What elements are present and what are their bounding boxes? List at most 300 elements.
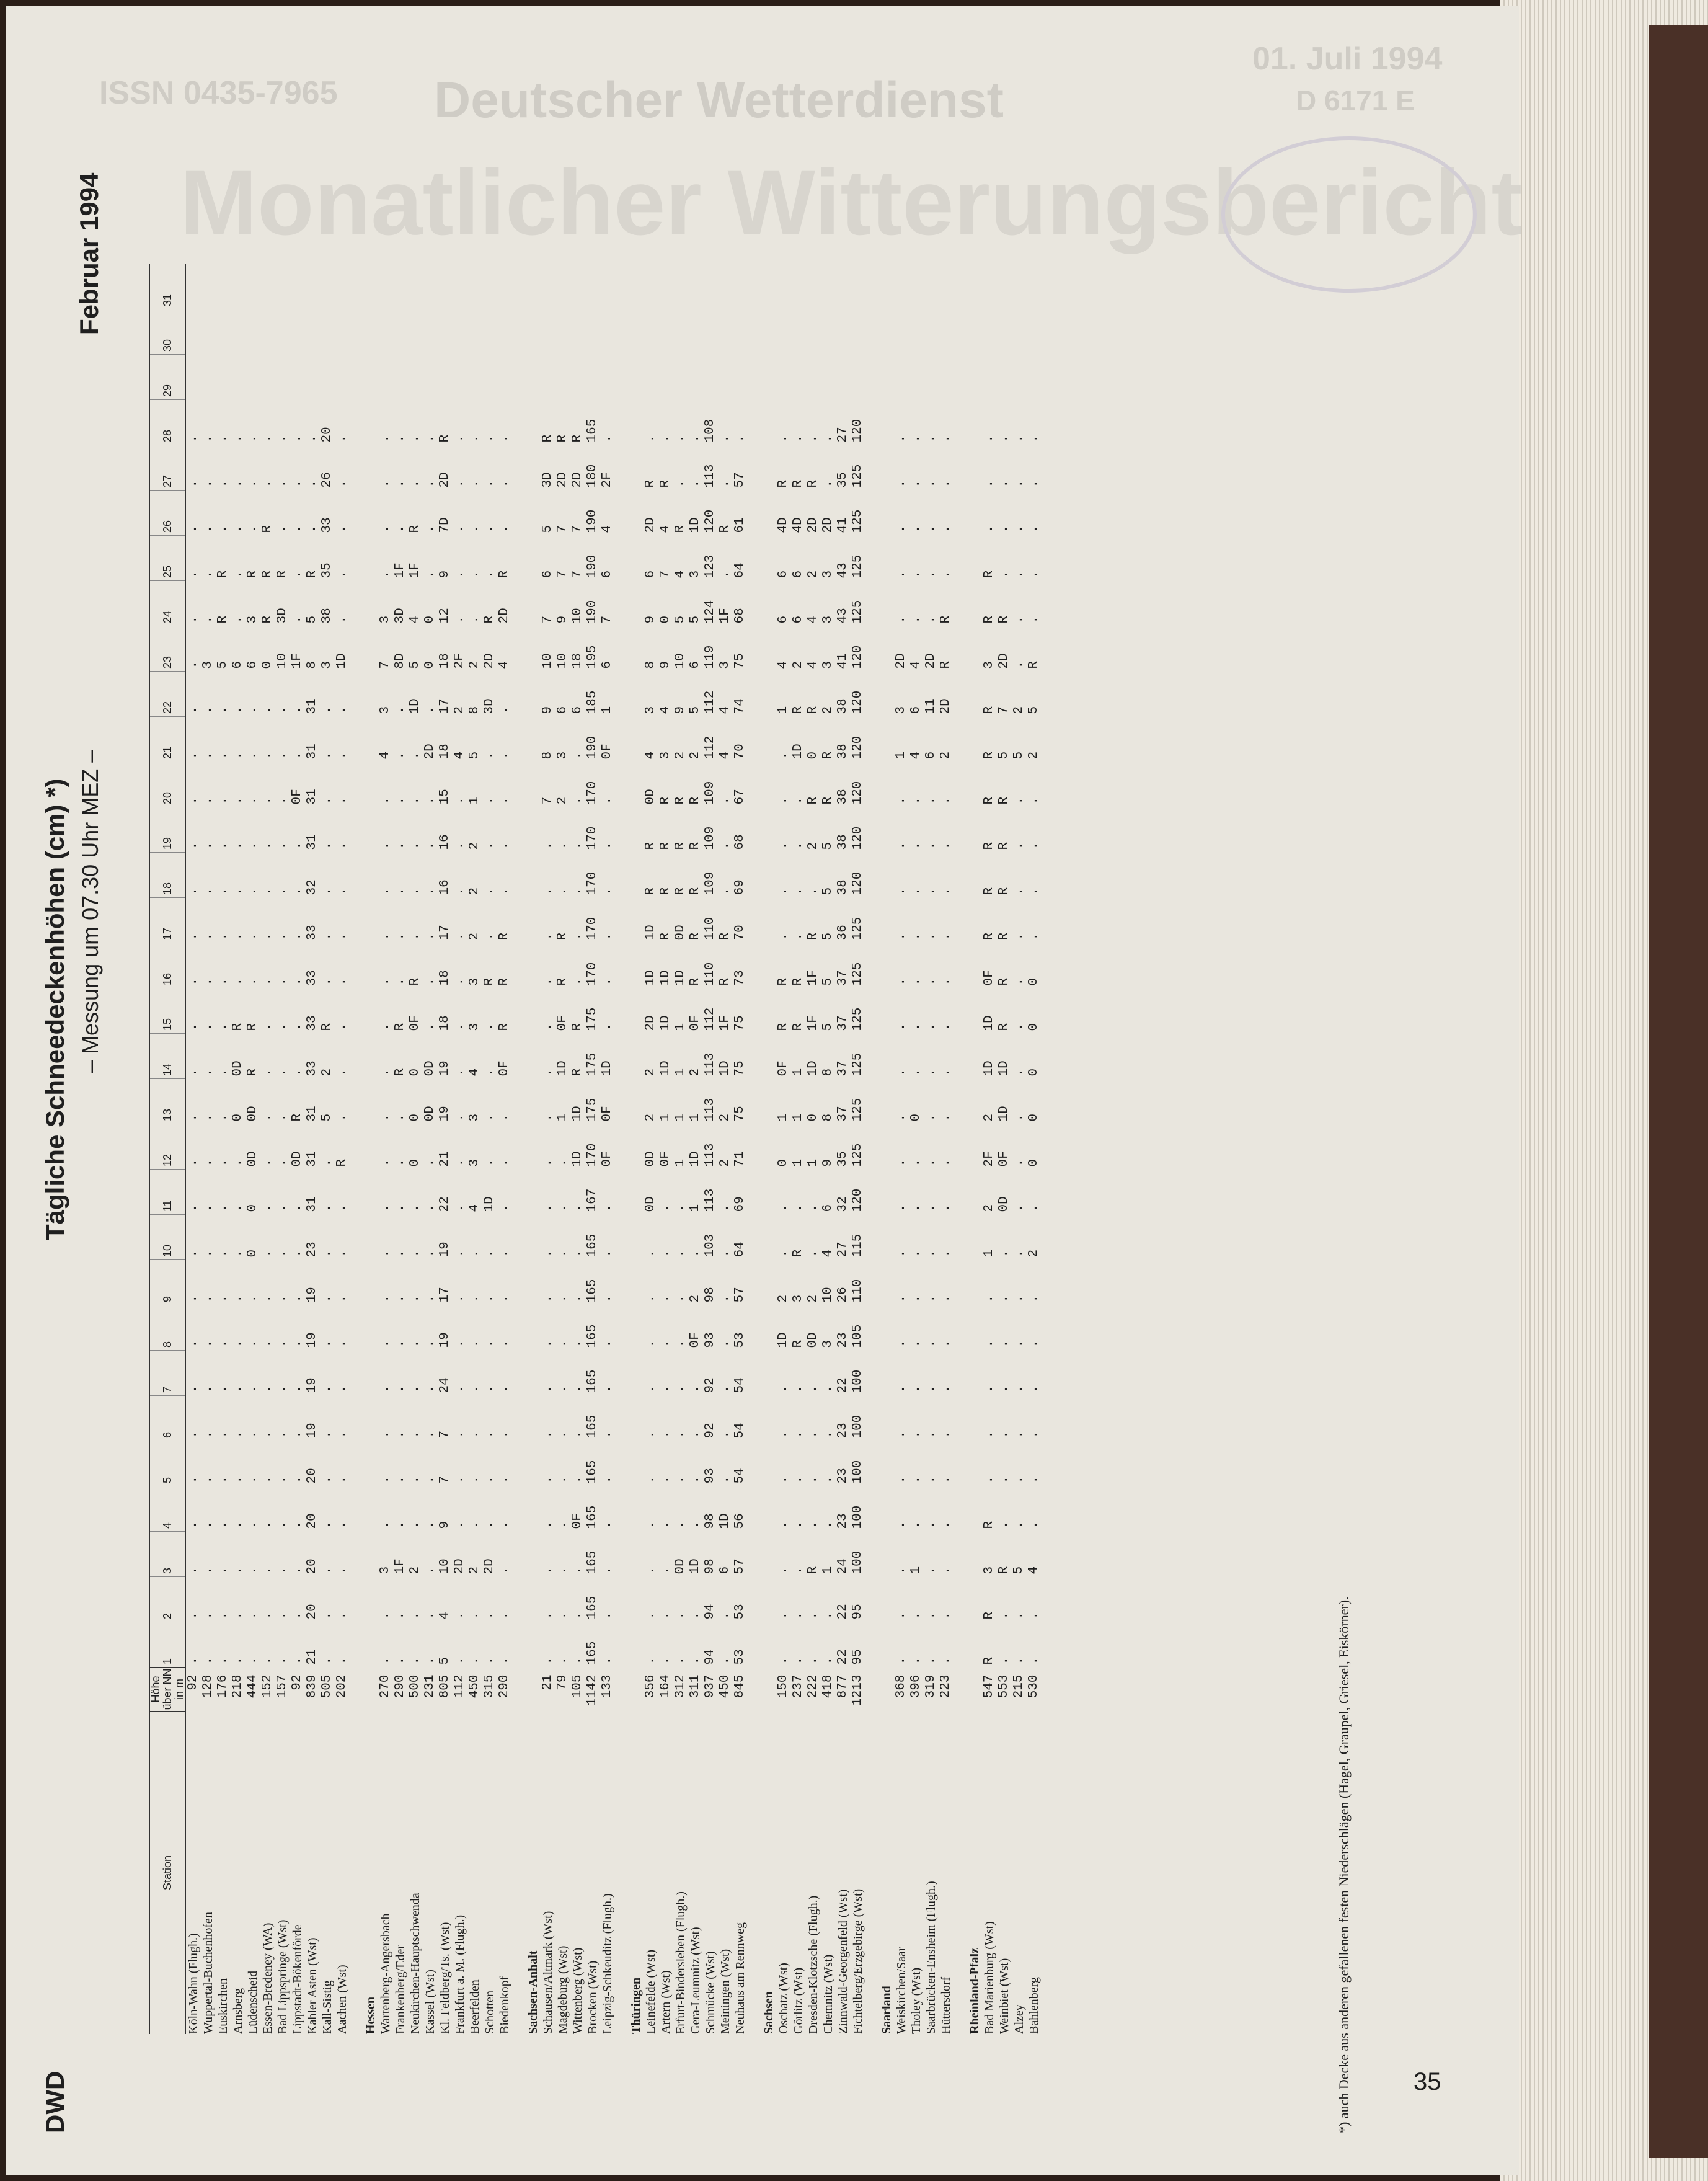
snow-depth-cell: 2 (467, 842, 482, 850)
snow-depth-cell: . (939, 887, 953, 895)
snow-depth-cell: 2 (320, 1068, 334, 1077)
table-row (320, 264, 335, 2035)
snow-depth-cell: R (982, 570, 996, 579)
snow-depth-cell: 1D (776, 1332, 790, 1348)
snow-depth-cell (939, 355, 954, 400)
snow-depth-cell: . (644, 434, 658, 443)
snow-depth-cell: . (393, 887, 407, 895)
snow-depth-cell: 22 (836, 1377, 850, 1393)
snow-depth-cell: . (201, 1385, 215, 1393)
snow-depth-cell: R (718, 932, 732, 941)
snow-depth-cell: . (718, 434, 732, 443)
snow-depth-cell (673, 264, 688, 309)
table-row (335, 264, 350, 2035)
snow-depth-cell: . (305, 434, 319, 443)
snow-depth-cell: . (924, 1158, 938, 1167)
snow-depth-cell: 3 (467, 1023, 482, 1031)
snow-depth-cell: . (393, 1521, 407, 1529)
snow-depth-cell: . (497, 706, 511, 714)
snow-depth-cell: . (216, 1611, 230, 1620)
snow-depth-cell: 165 (585, 1324, 600, 1348)
snow-depth-cell: . (246, 887, 260, 895)
snow-depth-cell: 1F (718, 608, 732, 624)
snow-depth-cell: . (408, 434, 422, 443)
snow-depth-cell: . (673, 434, 688, 443)
snow-depth-cell: . (467, 479, 482, 488)
snow-depth-cell (776, 264, 791, 309)
snow-depth-cell: 7 (438, 1430, 452, 1439)
snow-depth-cell: 2D (570, 472, 585, 488)
snow-depth-cell: 70 (733, 744, 747, 760)
snow-depth-cell: . (408, 1475, 422, 1484)
snow-depth-cell (570, 309, 585, 355)
snow-depth-cell: 1 (776, 1113, 790, 1122)
station-elevation: 231 (423, 1674, 437, 1699)
snow-depth-cell (909, 309, 924, 355)
snow-depth-cell: . (791, 1430, 805, 1439)
snow-depth-cell: . (939, 1113, 953, 1122)
snow-depth-cell: . (467, 1430, 482, 1439)
snow-depth-cell (644, 309, 658, 355)
snow-depth-cell: . (718, 1204, 732, 1212)
snow-depth-cell: . (260, 932, 275, 941)
snow-depth-cell: . (1027, 796, 1041, 805)
snow-depth-cell: 20 (320, 427, 334, 443)
snow-depth-cell: . (216, 887, 230, 895)
snow-depth-cell (894, 264, 909, 309)
snow-depth-cell: . (658, 1475, 673, 1484)
snow-depth-cell: . (673, 1294, 688, 1303)
snow-depth-cell: . (231, 887, 245, 895)
snow-depth-cell: 2D (806, 517, 820, 533)
snow-depth-cell: R (688, 887, 702, 895)
snow-depth-cell: . (320, 1294, 334, 1303)
snow-depth-cell: 1D (997, 1060, 1011, 1077)
snow-depth-cell (378, 355, 393, 400)
snow-depth-cell: 3 (555, 751, 570, 760)
station-elevation: 270 (378, 1674, 392, 1699)
snow-depth-cell: . (644, 1339, 658, 1348)
station-name: Saarbrücken-Ensheim (Flugh.) (924, 1881, 938, 2034)
snow-depth-cell: . (216, 1430, 230, 1439)
snow-depth-cell: . (201, 479, 215, 488)
snow-depth-cell: . (1012, 615, 1026, 624)
snow-depth-cell: . (555, 887, 570, 895)
snow-depth-cell: . (482, 1249, 497, 1258)
snow-depth-cell: . (275, 1339, 290, 1348)
snow-depth-cell: . (570, 1566, 585, 1575)
snow-depth-cell: 1D (997, 1106, 1011, 1122)
day-column-header: 13 (149, 1079, 186, 1124)
snow-depth-cell: 120 (851, 781, 865, 805)
snow-depth-cell: 4 (776, 660, 790, 669)
snow-depth-cell: 0 (658, 615, 673, 624)
snow-depth-cell: . (776, 1249, 790, 1258)
snow-depth-cell: 2 (718, 1158, 732, 1167)
snow-depth-cell: 1D (644, 970, 658, 986)
snow-depth-cell: 175 (585, 1098, 600, 1122)
snow-depth-cell: . (1027, 1521, 1041, 1529)
snow-depth-cell: 5 (320, 1113, 334, 1122)
snow-depth-cell: R (688, 842, 702, 850)
snow-depth-cell: . (231, 1611, 245, 1620)
snow-depth-cell: 5 (821, 887, 835, 895)
snow-depth-cell (290, 355, 305, 400)
snow-depth-cell: . (467, 1339, 482, 1348)
snow-depth-cell (378, 264, 393, 309)
snow-depth-cell: . (776, 1521, 790, 1529)
snow-depth-cell: 109 (703, 871, 717, 895)
snow-depth-cell: . (231, 570, 245, 579)
snow-depth-cell: 2 (821, 706, 835, 714)
snow-depth-cell: . (600, 1249, 614, 1258)
snow-depth-cell: . (806, 1204, 820, 1212)
snow-depth-cell: . (335, 932, 349, 941)
snow-depth-cell: . (541, 1068, 555, 1077)
snow-depth-cell: . (216, 1249, 230, 1258)
snow-depth-cell: . (541, 1430, 555, 1439)
snow-depth-cell: . (776, 1611, 790, 1620)
snow-depth-cell: 110 (703, 962, 717, 986)
snow-depth-cell: . (408, 1339, 422, 1348)
snow-depth-cell: 2 (453, 706, 467, 714)
snow-depth-cell: 38 (836, 879, 850, 895)
snow-depth-cell: 0 (260, 660, 275, 669)
table-row (497, 264, 512, 2035)
day-column-header: 22 (149, 672, 186, 717)
snow-depth-cell: 0D (290, 1151, 304, 1167)
snow-depth-cell: . (393, 796, 407, 805)
snow-depth-cell: . (290, 751, 304, 760)
group-heading: Saarland (880, 1986, 893, 2034)
snow-depth-cell (997, 264, 1012, 309)
snow-depth-cell: . (939, 796, 953, 805)
snow-depth-cell: 0D (423, 1060, 437, 1077)
snow-depth-cell (776, 355, 791, 400)
snow-depth-cell: . (733, 434, 747, 443)
table-row (541, 264, 555, 2035)
snow-depth-cell: 69 (733, 879, 747, 895)
snow-depth-cell: . (290, 1339, 304, 1348)
snow-depth-cell: 8D (393, 653, 407, 669)
day-column-header: 5 (149, 1441, 186, 1486)
snow-depth-cell: 2 (718, 1113, 732, 1122)
snow-depth-cell (909, 264, 924, 309)
snow-depth-cell: . (555, 1566, 570, 1575)
snow-depth-cell: 103 (703, 1233, 717, 1258)
group-row (615, 264, 644, 2035)
station-elevation: 92 (186, 1674, 200, 1690)
snow-depth-cell: 31 (305, 744, 319, 760)
snow-depth-cell: 10 (673, 653, 688, 669)
snow-depth-cell: . (423, 1521, 437, 1529)
snow-depth-cell: 19 (305, 1287, 319, 1303)
snow-depth-cell: . (924, 1656, 938, 1665)
snow-depth-cell: . (275, 1566, 290, 1575)
station-elevation: 805 (438, 1674, 452, 1699)
snow-depth-cell: . (423, 1339, 437, 1348)
snow-depth-cell (1012, 264, 1027, 309)
snow-depth-cell: . (408, 932, 422, 941)
snow-depth-cell: R (673, 525, 688, 533)
snow-depth-cell: 4D (791, 517, 805, 533)
snow-depth-cell: . (776, 434, 790, 443)
snow-depth-cell: . (246, 1339, 260, 1348)
snow-depth-cell: 75 (733, 1106, 747, 1122)
snow-depth-cell: . (939, 1249, 953, 1258)
snow-depth-cell: R (644, 479, 658, 488)
snow-depth-cell: . (909, 1294, 923, 1303)
snow-depth-cell: . (673, 1385, 688, 1393)
snow-depth-cell: 1D (688, 1558, 702, 1575)
snow-depth-cell: . (408, 887, 422, 895)
snow-depth-cell: . (260, 1385, 275, 1393)
snow-depth-cell: . (260, 977, 275, 986)
day-column-header: 21 (149, 717, 186, 762)
snow-depth-cell: . (393, 1339, 407, 1348)
snow-depth-cell: . (909, 887, 923, 895)
table-row (924, 264, 939, 2035)
snow-depth-cell: . (1012, 887, 1026, 895)
table-row (305, 264, 320, 2035)
snow-depth-cell: 165 (585, 1596, 600, 1620)
snow-depth-cell: . (186, 1566, 200, 1575)
snow-depth-cell: . (688, 1430, 702, 1439)
snow-depth-cell: . (453, 525, 467, 533)
snow-depth-cell: 1D (673, 970, 688, 986)
snow-depth-cell: . (260, 434, 275, 443)
snow-depth-cell: . (1027, 1656, 1041, 1665)
snow-depth-cell: . (600, 1611, 614, 1620)
snow-depth-cell: 109 (703, 826, 717, 850)
snow-depth-cell (658, 309, 673, 355)
snow-depth-cell: . (1027, 1430, 1041, 1439)
snow-depth-cell (806, 309, 821, 355)
snow-depth-cell: . (924, 570, 938, 579)
snow-depth-cell: . (467, 1294, 482, 1303)
snow-depth-cell (851, 264, 865, 309)
snow-depth-cell: 33 (305, 1015, 319, 1031)
station-elevation: 164 (658, 1674, 673, 1699)
snow-depth-cell: . (423, 1204, 437, 1212)
snow-depth-cell: . (201, 1204, 215, 1212)
snow-depth-cell: 9 (438, 1521, 452, 1529)
snow-depth-cell: . (791, 932, 805, 941)
snow-depth-cell: 11 (924, 698, 938, 714)
snow-depth-cell: 0 (806, 751, 820, 760)
snow-depth-cell: . (231, 1158, 245, 1167)
snow-depth-cell: 0D (673, 925, 688, 941)
snow-depth-cell: . (201, 1656, 215, 1665)
snow-depth-cell: 175 (585, 1052, 600, 1077)
snow-depth-cell: . (453, 1023, 467, 1031)
snow-depth-cell: R (438, 434, 452, 443)
day-column-header: 25 (149, 536, 186, 581)
snow-depth-cell (836, 264, 851, 309)
snow-depth-cell: . (909, 434, 923, 443)
station-elevation: 839 (305, 1674, 319, 1699)
snow-depth-cell: 2 (467, 1566, 482, 1575)
snow-depth-cell (393, 355, 408, 400)
snow-depth-cell: . (909, 1204, 923, 1212)
snow-depth-cell: . (570, 1430, 585, 1439)
snow-depth-cell: 9 (644, 615, 658, 624)
snow-depth-cell (688, 264, 703, 309)
snow-depth-cell: . (541, 1385, 555, 1393)
snow-depth-cell: . (541, 1113, 555, 1122)
snow-depth-cell: 1 (791, 1113, 805, 1122)
snow-depth-cell: . (894, 1023, 908, 1031)
snow-depth-cell: . (408, 1611, 422, 1620)
snow-depth-cell: 124 (703, 600, 717, 624)
day-column-header: 26 (149, 491, 186, 536)
snow-depth-cell: 1F (718, 1015, 732, 1031)
table-row (997, 264, 1012, 2035)
snow-depth-cell: 170 (585, 871, 600, 895)
snow-depth-cell: . (570, 887, 585, 895)
snow-depth-cell (246, 309, 260, 355)
station-elevation: 1213 (851, 1674, 865, 1706)
snow-depth-cell: . (821, 1521, 835, 1529)
snow-depth-cell: . (423, 1475, 437, 1484)
snow-depth-cell: 0D (644, 1196, 658, 1212)
snow-depth-cell: 1D (982, 1060, 996, 1077)
snow-depth-cell: 113 (703, 1188, 717, 1212)
snow-depth-cell (791, 355, 806, 400)
day-column-header: 16 (149, 943, 186, 988)
snow-depth-cell: . (393, 1656, 407, 1665)
snow-depth-cell: . (644, 1656, 658, 1665)
snow-depth-cell: 95 (851, 1649, 865, 1665)
table-row (467, 264, 482, 2035)
snow-depth-cell: . (246, 842, 260, 850)
snow-depth-cell (231, 264, 246, 309)
snow-depth-cell: . (939, 479, 953, 488)
snow-depth-cell (335, 264, 350, 309)
table-row (1027, 264, 1042, 2035)
snow-depth-cell: 24 (438, 1377, 452, 1393)
snow-depth-cell: . (658, 1204, 673, 1212)
snow-depth-cell: . (378, 1294, 392, 1303)
snow-depth-cell: . (570, 1656, 585, 1665)
snow-depth-cell (585, 309, 600, 355)
snow-depth-cell: . (1012, 434, 1026, 443)
snow-depth-cell: 165 (585, 1233, 600, 1258)
snow-depth-cell: 1 (894, 751, 908, 760)
snow-depth-cell: . (894, 1566, 908, 1575)
snow-depth-cell: . (997, 1430, 1011, 1439)
snow-depth-cell: 6 (231, 660, 245, 669)
snow-depth-cell: 165 (585, 1641, 600, 1665)
snow-depth-cell: . (393, 1294, 407, 1303)
snow-depth-cell: 56 (733, 1513, 747, 1529)
table-row (791, 264, 806, 2035)
snow-depth-cell: 6 (791, 615, 805, 624)
snow-depth-cell (201, 309, 216, 355)
snow-depth-cell: 93 (703, 1468, 717, 1484)
snow-depth-cell: . (1012, 796, 1026, 805)
snow-depth-cell: . (791, 1385, 805, 1393)
snow-depth-cell: . (186, 615, 200, 624)
snow-depth-cell: 0F (290, 789, 304, 805)
snow-depth-cell: . (246, 706, 260, 714)
snow-depth-cell: . (201, 1294, 215, 1303)
snow-depth-cell: 5 (997, 751, 1011, 760)
snow-depth-cell: . (335, 887, 349, 895)
snow-depth-cell: . (453, 479, 467, 488)
snow-depth-cell: . (260, 1023, 275, 1031)
snow-depth-cell: 3 (201, 660, 215, 669)
day-column-header: 28 (149, 400, 186, 445)
snow-depth-cell (290, 309, 305, 355)
snow-depth-cell: 22 (836, 1649, 850, 1665)
snow-depth-cell: . (658, 1339, 673, 1348)
station-elevation: 176 (216, 1674, 230, 1699)
snow-depth-cell: 53 (733, 1332, 747, 1348)
snow-depth-cell: . (776, 887, 790, 895)
snow-depth-cell: 1D (658, 1060, 673, 1077)
snow-depth-cell: 6 (600, 570, 614, 579)
snow-depth-cell: . (718, 1611, 732, 1620)
snow-depth-cell: . (216, 1204, 230, 1212)
snow-depth-cell: 22 (836, 1604, 850, 1620)
snow-depth-cell: 17 (438, 925, 452, 941)
snow-depth-cell: 1 (673, 1158, 688, 1167)
snow-depth-cell: . (423, 887, 437, 895)
snow-depth-cell: . (216, 706, 230, 714)
snow-depth-cell: 1 (982, 1249, 996, 1258)
page-number: 35 (1414, 2068, 1441, 2095)
snow-depth-cell: 6 (776, 615, 790, 624)
snow-depth-cell: 2 (408, 1566, 422, 1575)
snow-depth-cell: . (482, 1023, 497, 1031)
snow-depth-cell: . (555, 842, 570, 850)
snow-depth-cell: . (997, 1385, 1011, 1393)
snow-depth-cell: . (924, 887, 938, 895)
snow-depth-cell (658, 355, 673, 400)
snow-depth-cell: . (186, 977, 200, 986)
snow-depth-cell (408, 264, 423, 309)
snow-depth-cell: . (320, 842, 334, 850)
snow-depth-cell: . (997, 1475, 1011, 1484)
snow-depth-cell: . (423, 1023, 437, 1031)
snow-depth-cell: 5 (1027, 706, 1041, 714)
snow-depth-cell: . (408, 1521, 422, 1529)
snow-depth-cell: . (216, 1656, 230, 1665)
snow-depth-cell: . (894, 434, 908, 443)
snow-depth-cell (570, 355, 585, 400)
snow-depth-cell: . (497, 1385, 511, 1393)
snow-depth-cell: 190 (585, 554, 600, 579)
snow-depth-cell: . (776, 751, 790, 760)
snow-depth-cell: 94 (703, 1604, 717, 1620)
table-header-row (149, 264, 186, 2035)
snow-depth-cell: 3 (644, 706, 658, 714)
snow-depth-cell: . (378, 434, 392, 443)
table-row (378, 264, 393, 2035)
snow-depth-cell: . (186, 1521, 200, 1529)
snow-depth-cell: R (688, 977, 702, 986)
table-body (186, 264, 1042, 2035)
snow-depth-cell: . (231, 842, 245, 850)
snow-depth-cell: 54 (733, 1468, 747, 1484)
snow-depth-cell: 10 (821, 1287, 835, 1303)
snow-depth-cell: 4 (909, 751, 923, 760)
snow-depth-cell: . (423, 1385, 437, 1393)
snow-depth-cell: . (423, 932, 437, 941)
snow-depth-cell: R (791, 977, 805, 986)
snow-depth-cell: . (924, 1068, 938, 1077)
